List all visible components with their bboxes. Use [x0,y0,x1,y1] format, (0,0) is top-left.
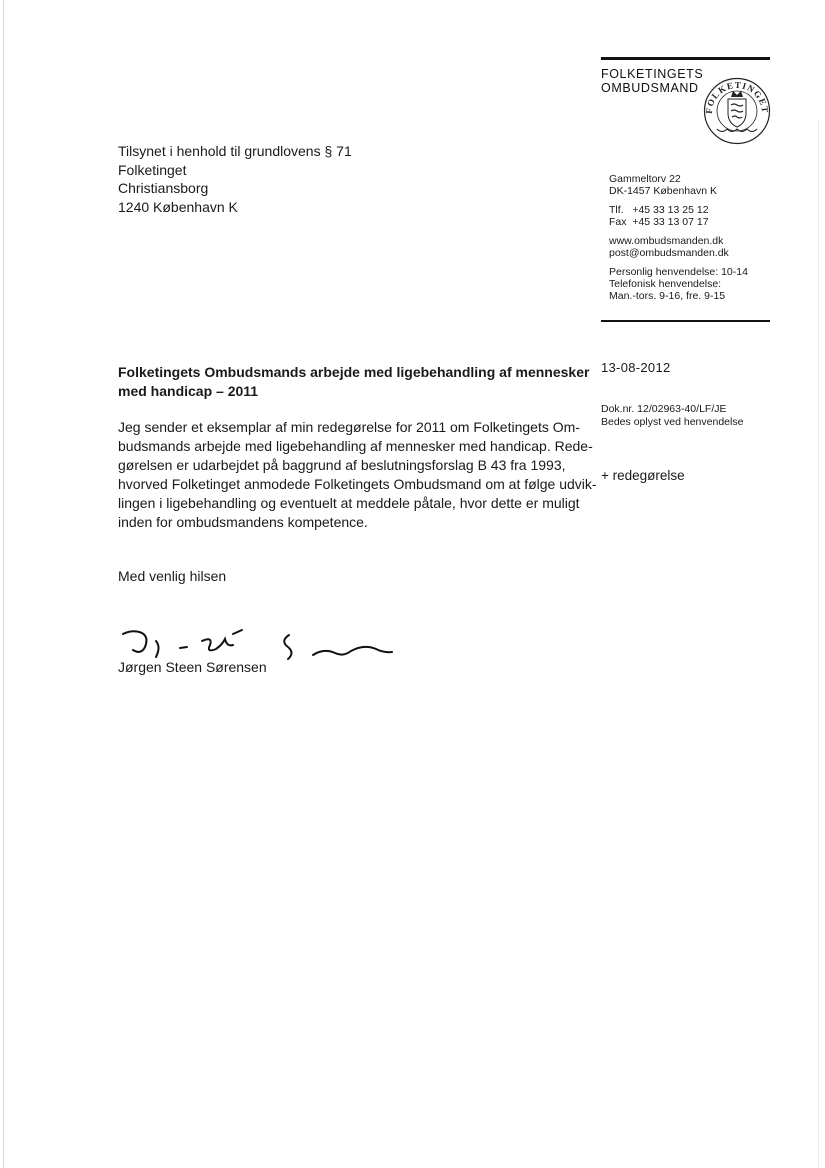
contact-website-link[interactable]: www.ombudsmanden.dk [609,235,724,247]
contact-phone: Tlf. +45 33 13 25 12 [609,204,709,216]
body-line: hvorved Folketinget anmodede Folketingets Ombudsmand om at følge udvik- [118,476,597,492]
contact-street: Gammeltorv 22 [609,173,681,185]
document-number: Dok.nr. 12/02963-40/LF/JE [601,403,727,415]
svg-text:FOLKETINGET [704,80,770,114]
letter-body [118,418,597,532]
contact-phone-hours-label: Telefonisk henvendelse: [609,278,722,290]
organization-name-line-2: OMBUDSMAND [601,81,699,95]
body-line: lingen i ligebehandling og eventuelt at meddele påtale, hvor dette er muligt [118,495,580,511]
contact-block [609,173,748,309]
letter-subject [118,363,590,401]
contact-fax: Fax +45 33 13 07 17 [609,216,709,228]
seal-text: FOLKETINGET [703,79,771,115]
subject-line-1: Folketingets Ombudsmands arbejde med ligebehandling af mennesker [118,364,590,380]
closing-salutation: Med venlig hilsen [118,568,227,584]
scan-edge-left [3,0,4,1168]
royal-seal-icon [703,77,771,145]
letter-date: 13-08-2012 [601,360,671,375]
signer-name: Jørgen Steen Sørensen [118,659,267,675]
recipient-line-1: Tilsynet i henhold til grundlovens § 71 [118,143,352,159]
body-line: Jeg sender et eksemplar af min redegørelse for 2011 om Folketingets Om- [118,419,580,435]
organization-name [601,67,703,95]
contact-email-link[interactable]: post@ombudsmanden.dk [609,247,729,259]
recipient-line-2: Folketinget [118,161,187,178]
body-line: budsmands arbejde med ligebehandling af mennesker med handicap. Rede- [118,438,593,454]
scan-edge-right [818,120,819,1168]
body-line: inden for ombudsmandens kompetence. [118,514,368,530]
subject-line-2: med handicap – 2011 [118,383,259,399]
enclosure-note: + redegørelse [601,468,685,483]
contact-personal-hours: Personlig henvendelse: 10-14 [609,266,748,278]
letterhead-rule [601,57,770,60]
contact-postal: DK-1457 København K [609,185,717,197]
document-info [601,403,743,429]
contact-rule [601,320,770,322]
recipient-address [118,142,352,216]
contact-phone-hours: Man.-tors. 9-16, fre. 9-15 [609,290,726,302]
body-line: gørelsen er udarbejdet på baggrund af beslutningsforslag B 43 fra 1993, [118,457,566,473]
recipient-line-4: 1240 København K [118,198,238,215]
recipient-line-3: Christiansborg [118,180,209,196]
organization-name-line-1: FOLKETINGETS [601,67,704,81]
document-note: Bedes oplyst ved henvendelse [601,416,744,428]
